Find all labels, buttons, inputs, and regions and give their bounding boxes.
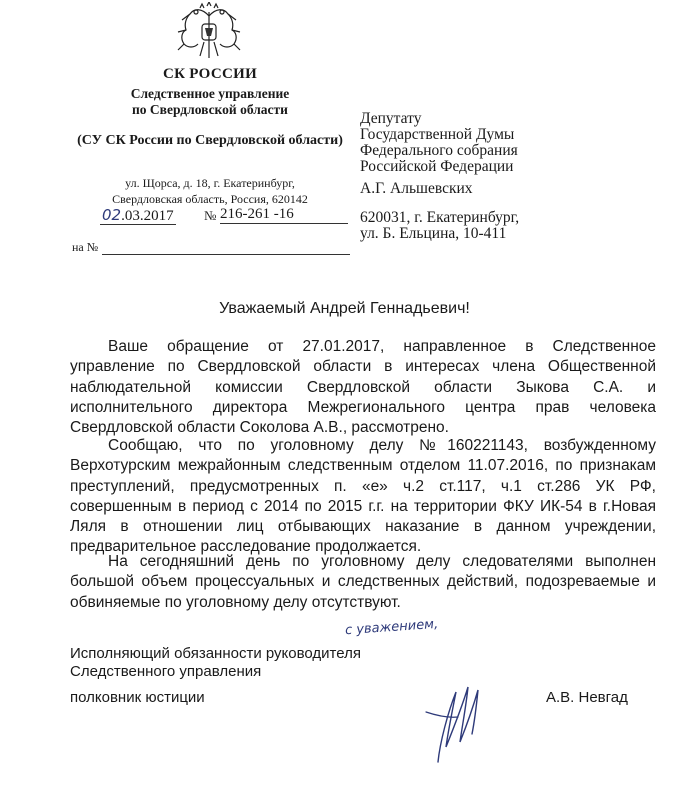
recipient-name: А.Г. Альшевских (360, 180, 473, 197)
recipient-line-4: Российской Федерации (360, 158, 514, 175)
signer-position-2: Следственного управления (70, 663, 262, 680)
paragraph-3: На сегодняшний день по уголовному делу следователями выполнен большой объем процессуальных и следственных действий, подозреваемые и обвиняемые по уголовному делу отсутствуют. (70, 553, 656, 611)
double-headed-eagle-emblem-icon (176, 2, 242, 64)
recipient-line-2: Государственной Думы (360, 126, 515, 143)
salutation: Уважаемый Андрей Геннадьевич! (219, 300, 470, 317)
number-label: № (204, 208, 217, 223)
registration-line (100, 206, 360, 228)
recipient-address-2: ул. Б. Ельцина, 10-411 (360, 225, 507, 242)
recipient-line-1: Депутату (360, 110, 422, 127)
handwritten-closing: с уважением, (344, 616, 439, 639)
date-day-handwritten: 02 (102, 206, 122, 224)
number-value: 216-261 -16 (220, 206, 294, 222)
org-address-line-2: Свердловская область, Россия, 620142 (112, 192, 308, 206)
registration-number (220, 206, 348, 224)
handwritten-signature-icon (418, 672, 538, 767)
org-name: СК РОССИИ (162, 66, 258, 82)
paragraph-2: Сообщаю, что по уголовному делу №160221143, возбужденному Верхотурским межрайонным следственным отделом 11.07.2016, по признакам преступлений, предусмотренных п. «е» ч.2 ст.117, ч.1 ст.286 УК РФ, совершенным в период с 2014 по 2015 г.г. на территории ФКУ ИК-54 в г.Новая Ляля в отношении лиц отбывающих наказание в данном учреждении, предварительное расследование продолжается. (70, 437, 656, 556)
signer-name: А.В. Невгад (546, 689, 628, 706)
paragraph-1: Ваше обращение от 27.01.2017, направленное в Следственное управление по Свердловской области в интересах члена Общественной наблюдательной комиссии Свердловской области Зыкова С.А. и исполнительного директора Межрегионального центра прав человека Свердловской области Соколова А.В., рассмотрено. (70, 338, 656, 437)
reply-to-rule (102, 254, 350, 255)
org-subtitle-1: Следственное управление (130, 86, 290, 101)
org-address-line-1: ул. Щорса, д. 18, г. Екатеринбург, (125, 176, 295, 190)
signer-rank: полковник юстиции (70, 689, 205, 706)
org-subtitle-2: по Свердловской области (132, 102, 288, 117)
date-rest: .03.2017 (121, 208, 174, 224)
recipient-address-1: 620031, г. Екатеринбург, (360, 209, 520, 226)
reply-to-label: на № (72, 240, 99, 254)
org-short-name: (СУ СК России по Свердловской области) (77, 133, 343, 148)
registration-date (100, 206, 176, 225)
recipient-line-3: Федерального собрания (360, 142, 518, 159)
signer-position-1: Исполняющий обязанности руководителя (70, 645, 361, 662)
